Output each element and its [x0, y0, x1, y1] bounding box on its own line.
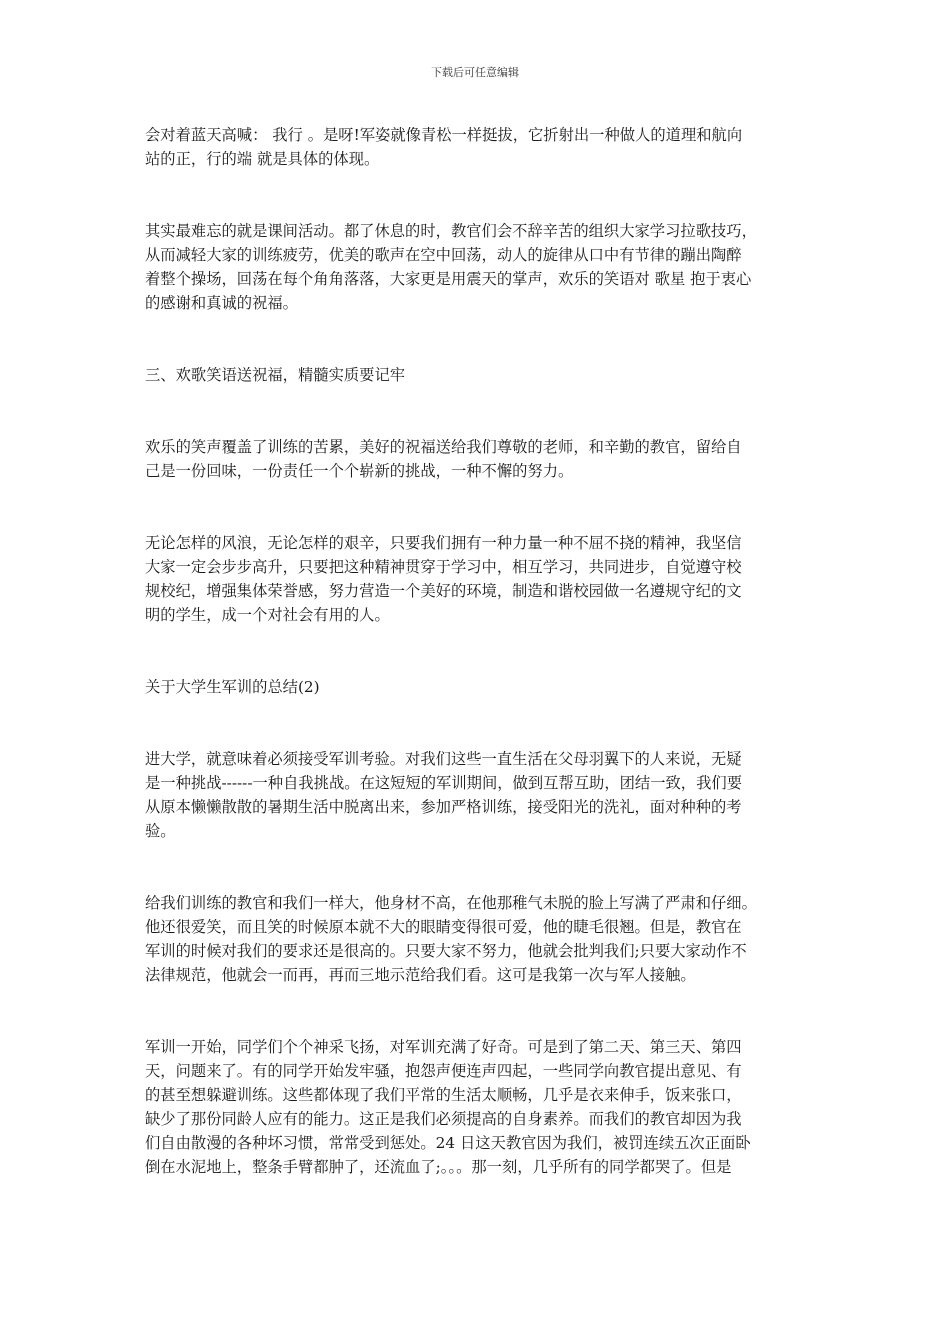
paragraph-8	[145, 891, 825, 987]
section-heading-3	[145, 363, 825, 387]
text-line: 法律规范，他就会一而再，再而三地示范给我们看。这可是我第一次与军人接触。	[145, 966, 696, 984]
paragraph-2	[145, 219, 825, 315]
paragraph-9	[145, 1035, 825, 1179]
text-line: 规校纪，增强集体荣誉感，努力营造一个美好的环境，制造和谐校园做一名遵规守纪的文	[145, 582, 742, 600]
text-line: 缺少了那份同龄人应有的能力。这正是我们必须提高的自身素养。而我们的教官却因为我	[145, 1110, 742, 1128]
text-line: 验。	[145, 822, 176, 840]
text-line: 大家一定会步步高升，只要把这种精神贯穿于学习中，相互学习，共同进步，自觉遵守校	[145, 558, 742, 576]
article-title	[145, 675, 825, 699]
text-line: 天，问题来了。有的同学开始发牢骚，抱怨声便连声四起，一些同学向教官提出意见、有	[145, 1062, 742, 1080]
text-line: 的甚至想躲避训练。这些都体现了我们平常的生活太顺畅，几乎是衣来伸手，饭来张口，	[145, 1086, 742, 1104]
text-line: 军训的时候对我们的要求还是很高的。只要大家不努力，他就会批判我们;只要大家动作不	[145, 942, 747, 960]
text-line: 们自由散漫的各种坏习惯，常常受到惩处。24 日这天教官因为我们，被罚连续五次正面卧	[145, 1134, 751, 1152]
text-line: 给我们训练的教官和我们一样大，他身材不高，在他那稚气未脱的脸上写满了严肃和仔细。	[145, 894, 757, 912]
text-line: 进大学，就意味着必须接受军训考验。对我们这些一直生活在父母羽翼下的人来说，无疑	[145, 750, 742, 768]
text-line: 明的学生，成一个对社会有用的人。	[145, 606, 390, 624]
paragraph-7	[145, 747, 825, 843]
text-line: 是一种挑战------一种自我挑战。在这短短的军训期间，做到互帮互助，团结一致，我们要	[145, 774, 742, 792]
heading-text: 三、欢歌笑语送祝福，精髓实质要记牢	[145, 366, 406, 384]
text-line: 会对着蓝天高喊： 我行 。是呀!军姿就像青松一样挺拔，它折射出一种做人的道理和航向	[145, 126, 743, 144]
paragraph-1	[145, 123, 825, 171]
paragraph-4	[145, 435, 825, 483]
page-header: 下载后可任意编辑	[431, 66, 519, 79]
text-line: 己是一份回味，一份责任一个个崭新的挑战，一种不懈的努力。	[145, 462, 574, 480]
text-line: 的感谢和真诚的祝福。	[145, 294, 298, 312]
text-line: 倒在水泥地上，整条手臂都肿了，还流血了;。。。那一刻，几乎所有的同学都哭了。但是	[145, 1158, 732, 1176]
text-line: 其实最难忘的就是课间活动。都了休息的时，教官们会不辞辛苦的组织大家学习拉歌技巧，	[145, 222, 757, 240]
text-line: 无论怎样的风浪，无论怎样的艰辛，只要我们拥有一种力量一种不屈不挠的精神，我坚信	[145, 534, 742, 552]
text-line: 站的正，行的端 就是具体的体现。	[145, 150, 380, 168]
heading-text: 关于大学生军训的总结(2)	[145, 678, 320, 696]
text-line: 从而减轻大家的训练疲劳，优美的歌声在空中回荡，动人的旋律从口中有节律的蹦出陶醉	[145, 246, 742, 264]
text-line: 军训一开始，同学们个个神采飞扬，对军训充满了好奇。可是到了第二天、第三天、第四	[145, 1038, 742, 1056]
text-line: 欢乐的笑声覆盖了训练的苦累，美好的祝福送给我们尊敬的老师，和辛勤的教官，留给自	[145, 438, 742, 456]
text-line: 从原本懒懒散散的暑期生活中脱离出来，参加严格训练，接受阳光的洗礼，面对种种的考	[145, 798, 742, 816]
text-line: 着整个操场，回荡在每个角角落落，大家更是用震天的掌声，欢乐的笑语对 歌星 抱于衷心	[145, 270, 752, 288]
paragraph-5	[145, 531, 825, 627]
document-body	[145, 123, 825, 1227]
text-line: 他还很爱笑，而且笑的时候原本就不大的眼睛变得很可爱，他的睫毛很翘。但是，教官在	[145, 918, 742, 936]
